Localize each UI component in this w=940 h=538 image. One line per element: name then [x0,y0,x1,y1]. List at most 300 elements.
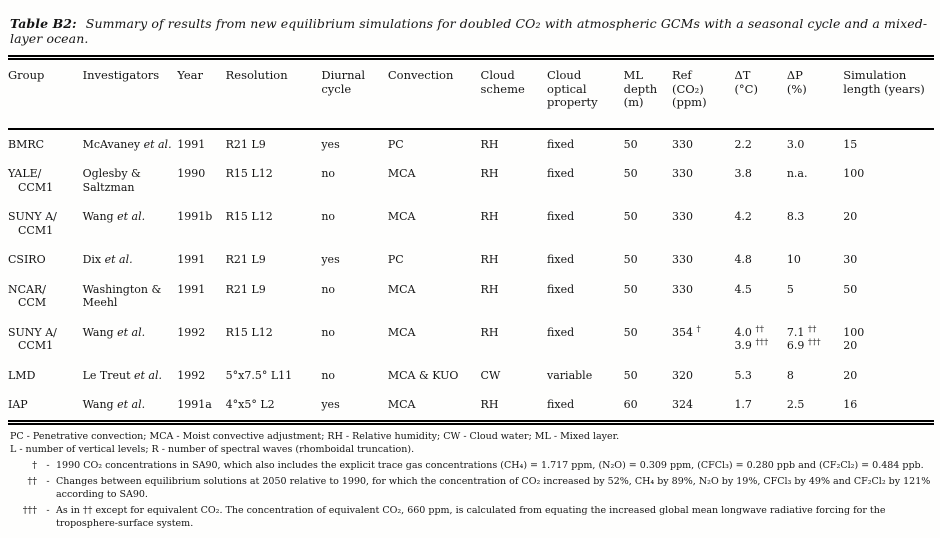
table-cell [8,202,83,245]
table-cell [787,245,843,275]
cell-line: R15 L12 [225,167,273,180]
cell-line: 324 [671,398,693,411]
text-segment: 4.0 [734,325,756,339]
table-cell [8,361,83,391]
cell-line: 1991 [177,137,206,151]
cell-line: SUNY A/ [8,325,57,339]
cell-line: Convection [387,68,454,82]
cell-line: RH [480,253,499,266]
cell-line: 1991 [177,282,206,296]
column-header [787,58,843,129]
cell-line: 100 [843,325,865,339]
table-cell [321,275,388,318]
cell-line: 2.2 [734,137,752,151]
cell-line: RH [480,137,499,151]
column-header [177,58,225,129]
cell-line: 50 [623,137,638,151]
cell-line: Meehl [82,296,118,309]
cell-line: 60 [623,398,638,411]
cell-line: RH [480,210,499,223]
table-cell [226,361,322,391]
table-cell [8,129,83,160]
cell-line: cycle [321,81,352,96]
footnote-marker: †† [27,476,37,487]
table-body [8,129,934,423]
table-cell [321,361,388,391]
cell-line: 1990 [177,167,206,180]
cell-line: (CO₂) [671,81,704,96]
table-cell [624,318,672,361]
footnote-notes [10,460,932,531]
table-cell [672,275,734,318]
table-cell [672,361,734,391]
table-cell [624,129,672,160]
table-row [8,245,934,275]
table-cell [177,275,225,318]
table-cell [481,159,548,202]
cell-line: n.a. [786,167,808,180]
cell-line: fixed [547,282,575,296]
column-header [843,58,934,129]
cell-line: property [547,95,598,109]
cell-line: MCA [387,325,416,339]
text-segment: Wang [82,210,118,223]
cell-line: ML [623,68,644,82]
cell-line: CCM1 [18,223,54,237]
text-segment: et al. [104,253,133,266]
cell-line: Diurnal [321,68,366,82]
table-row [8,361,934,391]
table-row [8,275,934,318]
cell-line: Saltzman [82,180,135,194]
footnote-marker: † [32,459,37,471]
cell-line [83,138,176,152]
table-cell [787,361,843,391]
cell-line: Oglesby & [82,167,141,180]
cell-line: Investigators [82,68,160,82]
table-caption [10,16,932,46]
column-header [734,58,786,129]
cell-line: 330 [671,137,693,151]
cell-line: MCA & KUO [387,368,459,382]
cell-line: no [321,210,336,223]
table-cell [226,390,322,422]
cell-line: 1.7 [734,398,752,411]
text-segment: 6.9 [786,339,808,352]
table-cell [624,202,672,245]
cell-line [83,210,176,224]
cell-line: fixed [547,325,575,339]
table-cell [843,318,934,361]
column-header [83,58,178,129]
table-cell [8,159,83,202]
table-cell [226,245,322,275]
table-cell [388,129,481,160]
table-cell [321,159,388,202]
cell-line: 30 [843,253,858,266]
abbreviation-legend-line: L - number of vertical levels; R - number of spectral waves (rhomboidal truncation). [10,443,415,455]
cell-line: CSIRO [8,253,46,266]
cell-line: 8 [786,368,794,382]
cell-line: scheme [480,81,525,96]
table-caption-label: Table B2: [10,16,77,31]
cell-line: 2.5 [786,398,805,411]
cell-line: 10 [786,253,801,266]
cell-line: IAP [8,398,28,411]
table-cell [8,318,83,361]
cell-line: RH [480,325,499,339]
table-cell [481,275,548,318]
column-header [321,58,388,129]
cell-line: 1991b [177,210,213,223]
cell-line: 5.3 [734,368,752,382]
cell-line: CCM1 [18,180,54,194]
cell-line: optical [547,81,587,96]
table-cell [547,245,624,275]
cell-line: 3.0 [786,137,805,151]
footnotes [10,430,932,531]
cell-line: 330 [671,253,693,266]
cell-line: fixed [547,398,575,411]
table-cell [177,202,225,245]
cell-line: 1992 [177,325,206,339]
table-cell [734,245,786,275]
table-cell [177,245,225,275]
table-cell [734,361,786,391]
column-header [388,58,481,129]
table-cell [388,390,481,422]
footnote-marker: ††† [22,505,37,516]
table-cell [734,275,786,318]
cell-line: R21 L9 [225,253,266,266]
table-cell [672,129,734,160]
table-cell [177,159,225,202]
table-caption-text: Summary of results from new equilibrium simulations for doubled CO₂ with atmospheric GCMs with a seasonal cycle and a mixed-layer ocean. [10,16,928,46]
cell-line: ΔP [786,68,803,82]
table-cell [624,245,672,275]
cell-line: R15 L12 [225,210,273,223]
table-cell [624,275,672,318]
cell-line: length (years) [843,81,925,96]
table-cell [226,129,322,160]
table-cell [226,202,322,245]
footnote [10,476,932,501]
cell-line: 320 [671,368,693,382]
table-cell [388,361,481,391]
cell-line: (%) [786,81,807,96]
table-cell [388,202,481,245]
table-cell [481,245,548,275]
cell-line [83,326,176,340]
table-cell [83,129,178,160]
table-cell [481,318,548,361]
cell-line: 330 [671,210,693,223]
cell-line: Cloud [547,68,582,82]
dagger-superscript: †† [755,323,764,334]
table-cell [321,390,388,422]
footnote-text: 1990 CO₂ concentrations in SA90, which also includes the explicit trace gas concentrations (CH₄) = 1.717 ppm, (N₂O) = 0.309 ppm, (CFCl₃) = 0.280 ppb and (CF₂Cl₂) = 0.484 ppb. [56,459,924,471]
text-segment: et al. [143,137,172,151]
footnote-separator: - [46,476,50,487]
cell-line: PC [387,137,404,151]
cell-line: 1992 [177,368,206,382]
cell-line: 1991 [177,253,206,266]
cell-line: 20 [843,368,858,382]
table-cell [177,318,225,361]
table-cell [388,159,481,202]
column-header [547,58,624,129]
text-segment: 7.1 [786,325,808,339]
cell-line: yes [321,398,340,411]
table-row [8,318,934,361]
cell-line: BMRC [8,137,45,151]
table-cell [734,390,786,422]
table-cell [787,129,843,160]
table-cell [843,202,934,245]
table-cell [481,390,548,422]
cell-line: yes [321,253,340,266]
cell-line: CCM [18,296,47,309]
cell-line: no [321,325,336,339]
footnote-text: Changes between equilibrium solutions at 2050 relative to 1990, for which the concentration of CO₂ increased by 52%, CH₄ by 89%, N₂O by 19%, CFCl₃ by 49% and CF₂Cl₂ by 121% according to SA90. [56,476,931,500]
table-cell [83,275,178,318]
text-segment: 3.9 [734,339,756,352]
table-cell [226,275,322,318]
results-table [8,55,934,425]
table-row [8,390,934,422]
cell-line: 20 [843,210,858,223]
table-cell [787,159,843,202]
table-cell [734,159,786,202]
table-cell [388,275,481,318]
footnote-text: As in †† except for equivalent CO₂. The concentration of equivalent CO₂, 660 ppm, is calculated from equating the increased global mean longwave radiative forcing for the troposphere-surface system. [56,505,886,529]
text-segment: et al. [133,368,162,382]
cell-line: 50 [623,253,638,266]
cell-line: 4.8 [734,253,752,266]
table-cell [321,245,388,275]
cell-line [671,323,732,340]
table-cell [481,129,548,160]
cell-line: no [321,282,336,296]
cell-line: 20 [843,339,858,352]
table-cell [388,245,481,275]
cell-line: 50 [623,210,638,223]
column-header [672,58,734,129]
cell-line: 330 [671,282,693,296]
cell-line: 5 [786,282,794,296]
cell-line [83,253,176,267]
table-cell [321,202,388,245]
cell-line: (m) [623,95,644,109]
table-cell [177,390,225,422]
column-header [624,58,672,129]
header-row [8,58,934,129]
cell-line: (ppm) [671,95,707,109]
cell-line: RH [480,167,499,180]
cell-line: R15 L12 [225,325,273,339]
table-cell [672,245,734,275]
table-cell [843,245,934,275]
table-cell [672,202,734,245]
cell-line [83,398,176,412]
column-header [226,58,322,129]
text-segment: et al. [117,210,146,223]
cell-line: Simulation [843,68,907,82]
footnote-separator: - [46,459,50,471]
cell-line: 50 [623,167,638,180]
cell-line [83,369,176,383]
table-cell [624,159,672,202]
cell-line: SUNY A/ [8,210,57,223]
dagger-superscript: †† [807,323,817,334]
cell-line: fixed [547,167,575,180]
cell-line: variable [547,368,593,382]
cell-line: Resolution [225,68,288,82]
text-segment: Dix [82,253,105,266]
cell-line [734,339,784,353]
table-cell [787,202,843,245]
table-cell [226,318,322,361]
table-cell [624,390,672,422]
cell-line: fixed [547,137,575,151]
footnote-legend [10,430,932,456]
cell-line: RH [480,282,499,296]
text-segment: 354 [671,325,697,339]
table-cell [787,318,843,361]
cell-line: Cloud [480,68,515,82]
cell-line: CW [480,368,501,382]
table-cell [83,202,178,245]
table-cell [843,275,934,318]
table-cell [177,129,225,160]
table-cell [481,202,548,245]
cell-line: MCA [387,167,416,180]
table-cell [547,129,624,160]
table-cell [83,361,178,391]
cell-line: fixed [547,253,575,266]
cell-line: Year [177,68,204,82]
table-row [8,129,934,160]
abbreviation-legend-line: PC - Penetrative convection; MCA - Moist convective adjustment; RH - Relative humidity; CW - Cloud water; ML - Mixed layer. [10,430,620,442]
cell-line: 4°x5° L2 [225,398,275,411]
table-cell [547,202,624,245]
table-cell [547,159,624,202]
cell-line: 8.3 [786,210,805,223]
cell-line: Group [8,68,45,82]
table-cell [481,361,548,391]
cell-line: ΔT [734,68,751,82]
table-cell [547,390,624,422]
dagger-superscript: † [696,323,701,334]
footnote-separator: - [46,505,50,516]
table-cell [734,202,786,245]
table-cell [787,275,843,318]
cell-line: CCM1 [18,339,54,352]
cell-line: LMD [8,368,36,382]
text-segment: et al. [117,325,146,339]
table-cell [672,159,734,202]
cell-line: PC [387,253,404,266]
table-row [8,202,934,245]
table-cell [547,361,624,391]
table-cell [83,390,178,422]
footnote [10,505,932,530]
table-cell [8,245,83,275]
column-header [481,58,548,129]
footnote [10,460,932,473]
dagger-superscript: ††† [755,337,769,348]
table-cell [83,159,178,202]
cell-line: Washington & [82,282,162,296]
table-cell [547,318,624,361]
cell-line: NCAR/ [8,282,46,296]
cell-line: RH [480,398,499,411]
table-cell [734,318,786,361]
text-segment: et al. [117,398,146,411]
cell-line: 16 [843,398,858,411]
cell-line: Ref [671,68,692,82]
cell-line: MCA [387,210,416,223]
table-cell [8,390,83,422]
cell-line: no [321,167,336,180]
cell-line: 5°x7.5° L11 [225,368,293,382]
cell-line: 15 [843,137,858,151]
cell-line: yes [321,137,340,151]
table-cell [177,361,225,391]
cell-line: R21 L9 [225,137,266,151]
table-cell [8,275,83,318]
cell-line: R21 L9 [225,282,266,296]
cell-line: 3.8 [734,167,752,180]
table-cell [672,390,734,422]
cell-line: 50 [623,282,638,296]
cell-line: 100 [843,167,865,180]
cell-line: fixed [547,210,575,223]
table-cell [787,390,843,422]
cell-line: YALE/ [8,167,42,180]
table-cell [734,129,786,160]
table-cell [83,245,178,275]
table-cell [624,361,672,391]
table-cell [672,318,734,361]
text-segment: McAvaney [82,137,144,151]
cell-line: 330 [671,167,693,180]
table-cell [321,318,388,361]
table-cell [226,159,322,202]
cell-line: 4.5 [734,282,752,296]
text-segment: Wang [82,325,118,339]
cell-line: MCA [387,398,416,411]
cell-line: 1991a [177,398,212,411]
table-cell [843,159,934,202]
text-segment: Le Treut [82,368,134,382]
table-cell [843,361,934,391]
cell-line [787,339,841,353]
table-cell [388,318,481,361]
cell-line: 4.2 [734,210,752,223]
dagger-superscript: ††† [807,337,821,348]
column-header [8,58,83,129]
cell-line: 50 [843,282,858,296]
table-header [8,58,934,129]
text-segment: Wang [82,398,118,411]
table-cell [843,390,934,422]
cell-line: 50 [623,325,638,339]
cell-line: 50 [623,368,638,382]
table-cell [843,129,934,160]
table-row [8,159,934,202]
cell-line: depth [623,81,658,96]
